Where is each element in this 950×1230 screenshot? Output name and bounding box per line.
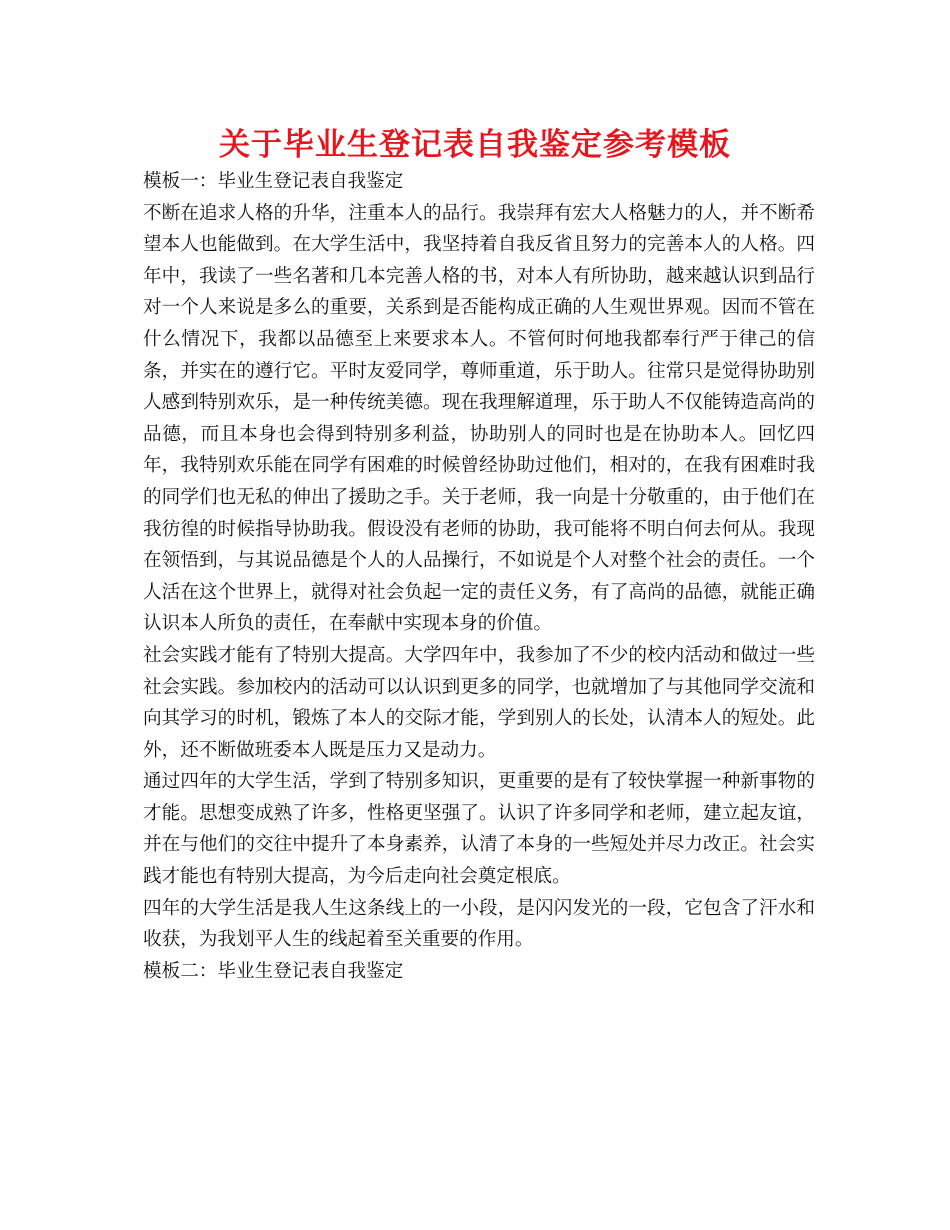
paragraph-knowledge-growth: 通过四年的大学生活，学到了特别多知识，更重要的是有了较快掌握一种新事物的才能。思想变成熟了许多，性格更坚强了。认识了许多同学和老师，建立起友谊，并在与他们的交往中提升了本身素养，认清了本身的一些短处并尽力改正。社会实践才能也有特别大提高，为今后走向社会奠定根底。: [143, 771, 815, 888]
document-title: 关于毕业生登记表自我鉴定参考模板: [219, 127, 731, 163]
paragraph-social-practice: 社会实践才能有了特别大提高。大学四年中，我参加了不少的校内活动和做过一些社会实践。参加校内的活动可以认识到更多的同学，也就增加了与其他同学交流和向其学习的时机，锻炼了本人的交际才能，学到别人的长处，认清本人的短处。此外，还不断做班委本人既是压力又是动力。: [143, 644, 815, 761]
document-body: [143, 166, 815, 987]
section-heading-template-one: 模板一：毕业生登记表自我鉴定: [143, 171, 404, 192]
paragraph-summary: 四年的大学生活是我人生这条线上的一小段，是闪闪发光的一段，它包含了汗水和收获，为我划平人生的线起着至关重要的作用。: [143, 897, 815, 951]
section-heading-template-two: 模板二：毕业生登记表自我鉴定: [143, 960, 404, 982]
paragraph-character: 不断在追求人格的升华，注重本人的品行。我崇拜有宏大人格魅力的人，并不断希望本人也能做到。在大学生活中，我坚持着自我反省且努力的完善本人的人格。四年中，我读了一些名著和几本完善人格的书，对本人有所协助，越来越认识到品行对一个人来说是多么的重要，关系到是否能构成正确的人生观世界观。因而不管在什么情况下，我都以品德至上来要求本人。不管何时何地我都奉行严于律己的信条，并实在的遵行它。平时友爱同学，尊师重道，乐于助人。往常只是觉得协助别人感到特别欢乐，是一种传统美德。现在我理解道理，乐于助人不仅能铸造高尚的品德，而且本身也会得到特别多利益，协助别人的同时也是在协助本人。回忆四年，我特别欢乐能在同学有困难的时候曾经协助过他们，相对的，在我有困难时我的同学们也无私的伸出了援助之手。关于老师，我一向是十分敬重的，由于他们在我彷徨的时候指导协助我。假设没有老师的协助，我可能将不明白何去何从。我现在领悟到，与其说品德是个人的人品操行，不如说是个人对整个社会的责任。一个人活在这个世界上，就得对社会负起一定的责任义务，有了高尚的品德，就能正确认识本人所负的责任，在奉献中实现本身的价值。: [143, 202, 815, 635]
